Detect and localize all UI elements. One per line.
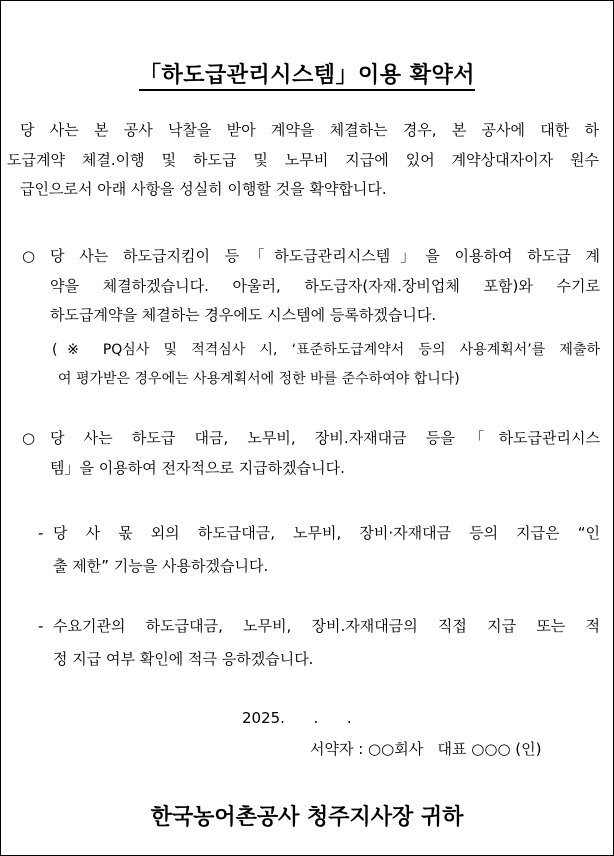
circle-bullet-icon: ○ xyxy=(22,429,36,447)
pq-note-line-2: 여 평가받은 경우에는 사용계획서에 정한 바를 준수하여야 합니다) xyxy=(58,371,460,387)
signatory-line: 서약자 : ○○회사 대표 ○○○ (인) xyxy=(310,740,542,758)
sub-item-2 xyxy=(38,610,600,676)
pledge-item-1 xyxy=(22,242,600,331)
intro-line-2: 도급계약 체결.이행 및 하도급 및 노무비 지급에 있어 계약상대자이자 원수 xyxy=(7,150,599,169)
pledge-item-2-line-2: 템」을 이용하여 전자적으로 지급하겠습니다. xyxy=(50,458,345,477)
addressee: 한국농어촌공사 청주지사장 귀하 xyxy=(150,805,464,830)
intro-line-3: 급인으로서 아래 사항을 성실히 이행할 것을 확약합니다. xyxy=(20,180,387,198)
pq-note xyxy=(52,336,600,394)
dash-bullet: - xyxy=(38,524,44,542)
document-title: 「하도급관리시스템」이용 확약서 xyxy=(0,58,614,89)
pledge-item-1-line-3: 하도급계약을 체결하는 경우에도 시스템에 등록하겠습니다. xyxy=(50,306,437,324)
sub-item-1-line-2: 출 제한” 기능을 사용하겠습니다. xyxy=(53,557,269,575)
intro-line-1: 당 사는 본 공사 낙찰을 받아 계약을 체결하는 경우, 본 공사에 대한 하 xyxy=(20,121,599,139)
pledge-item-2-line-1: 당 사는 하도급 대금, 노무비, 장비.자재대금 등을「하도급관리시스 xyxy=(50,429,600,447)
sub-item-2-line-1: 수요기관의 하도급대금, 노무비, 장비.자재대금의 직접 지급 또는 적 xyxy=(53,617,600,635)
intro-paragraph xyxy=(7,116,599,205)
sub-item-1 xyxy=(38,517,600,583)
pledge-date: 2025. . . xyxy=(242,709,352,727)
pledge-item-2 xyxy=(22,424,600,483)
pledge-item-1-line-1: 당 사는 하도급지킴이 등「하도급관리시스템」을 이용하여 하도급 계 xyxy=(50,247,600,265)
pledge-item-1-line-2: 약을 체결하겠습니다. 아울러, 하도급자(자재.장비업체 포함)와 수기로 xyxy=(50,276,600,295)
dash-bullet: - xyxy=(38,617,44,635)
sub-item-1-line-1: 당 사 몫 외의 하도급대금, 노무비, 장비·자재대금 등의 지급은 “인 xyxy=(53,524,600,542)
circle-bullet-icon: ○ xyxy=(22,247,36,265)
sub-item-2-line-2: 정 지급 여부 확인에 적극 응하겠습니다. xyxy=(53,650,314,668)
pq-note-line-1: (※ PQ심사 및 적격심사 시, ‘표준하도급계약서 등의 사용계획서’를 제출하 xyxy=(52,342,600,358)
